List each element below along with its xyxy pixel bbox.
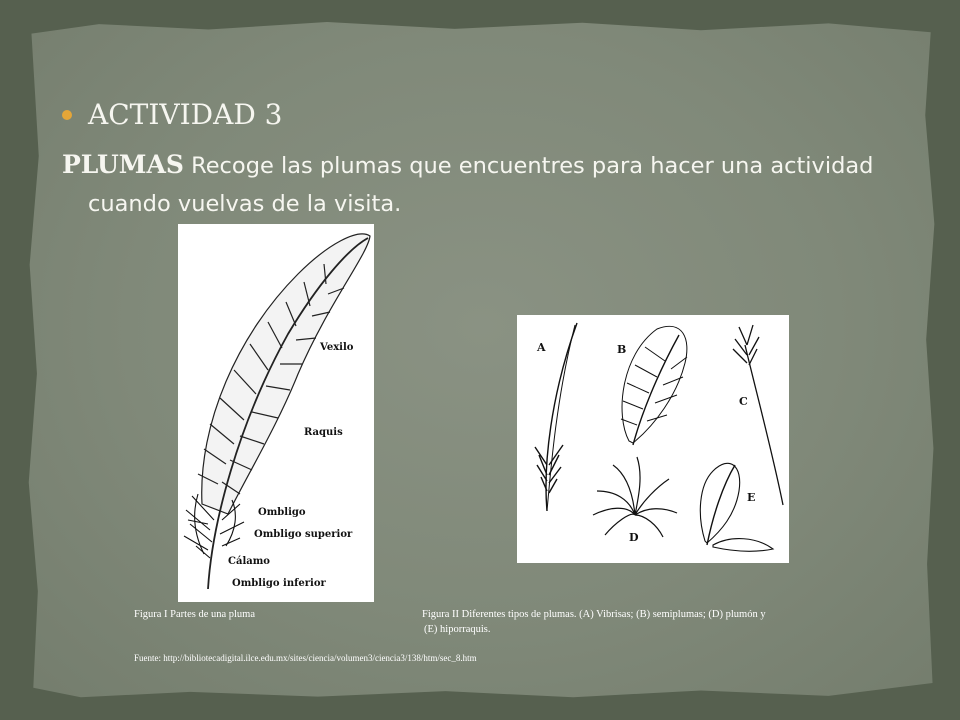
label-ombligo: Ombligo (258, 507, 306, 518)
letter-c: C (739, 395, 748, 408)
figure1-caption: Figura I Partes de una pluma (134, 609, 256, 620)
bullet-icon (62, 110, 72, 120)
feather-types-illustration (517, 315, 789, 563)
label-ombligo-superior: Ombligo superior (254, 529, 353, 540)
activity-heading-row (62, 98, 283, 131)
figure2-caption (422, 607, 882, 637)
figure2-caption-line2: (E) hiporraquis. (424, 624, 491, 635)
instruction-text: Recoge las plumas que encuentres para hacer una actividad cuando vuelvas de la visita. (88, 153, 874, 217)
letter-e: E (747, 491, 756, 504)
letter-d: D (629, 531, 639, 544)
label-vexilo: Vexilo (320, 342, 354, 353)
figure2-caption-line1: Figura II Diferentes tipos de plumas. (A) Vibrisas; (B) semiplumas; (D) plumón y (422, 609, 766, 620)
feather-parts-figure (178, 224, 374, 602)
label-ombligo-inferior: Ombligo inferior (232, 578, 326, 589)
activity-heading: ACTIVIDAD 3 (88, 98, 283, 131)
label-calamo: Cálamo (228, 556, 270, 567)
source-citation: Fuente: http://bibliotecadigital.ilce.edu.mx/sites/ciencia/volumen3/ciencia3/138/htm/sec_8.htm (134, 653, 477, 663)
feather-types-figure (517, 315, 789, 563)
letter-a: A (537, 341, 546, 354)
letter-b: B (617, 343, 627, 356)
label-raquis: Raquis (304, 427, 343, 438)
instruction-paragraph (62, 146, 908, 223)
plumas-title: PLUMAS (62, 150, 184, 179)
feather-parts-illustration (178, 224, 374, 602)
